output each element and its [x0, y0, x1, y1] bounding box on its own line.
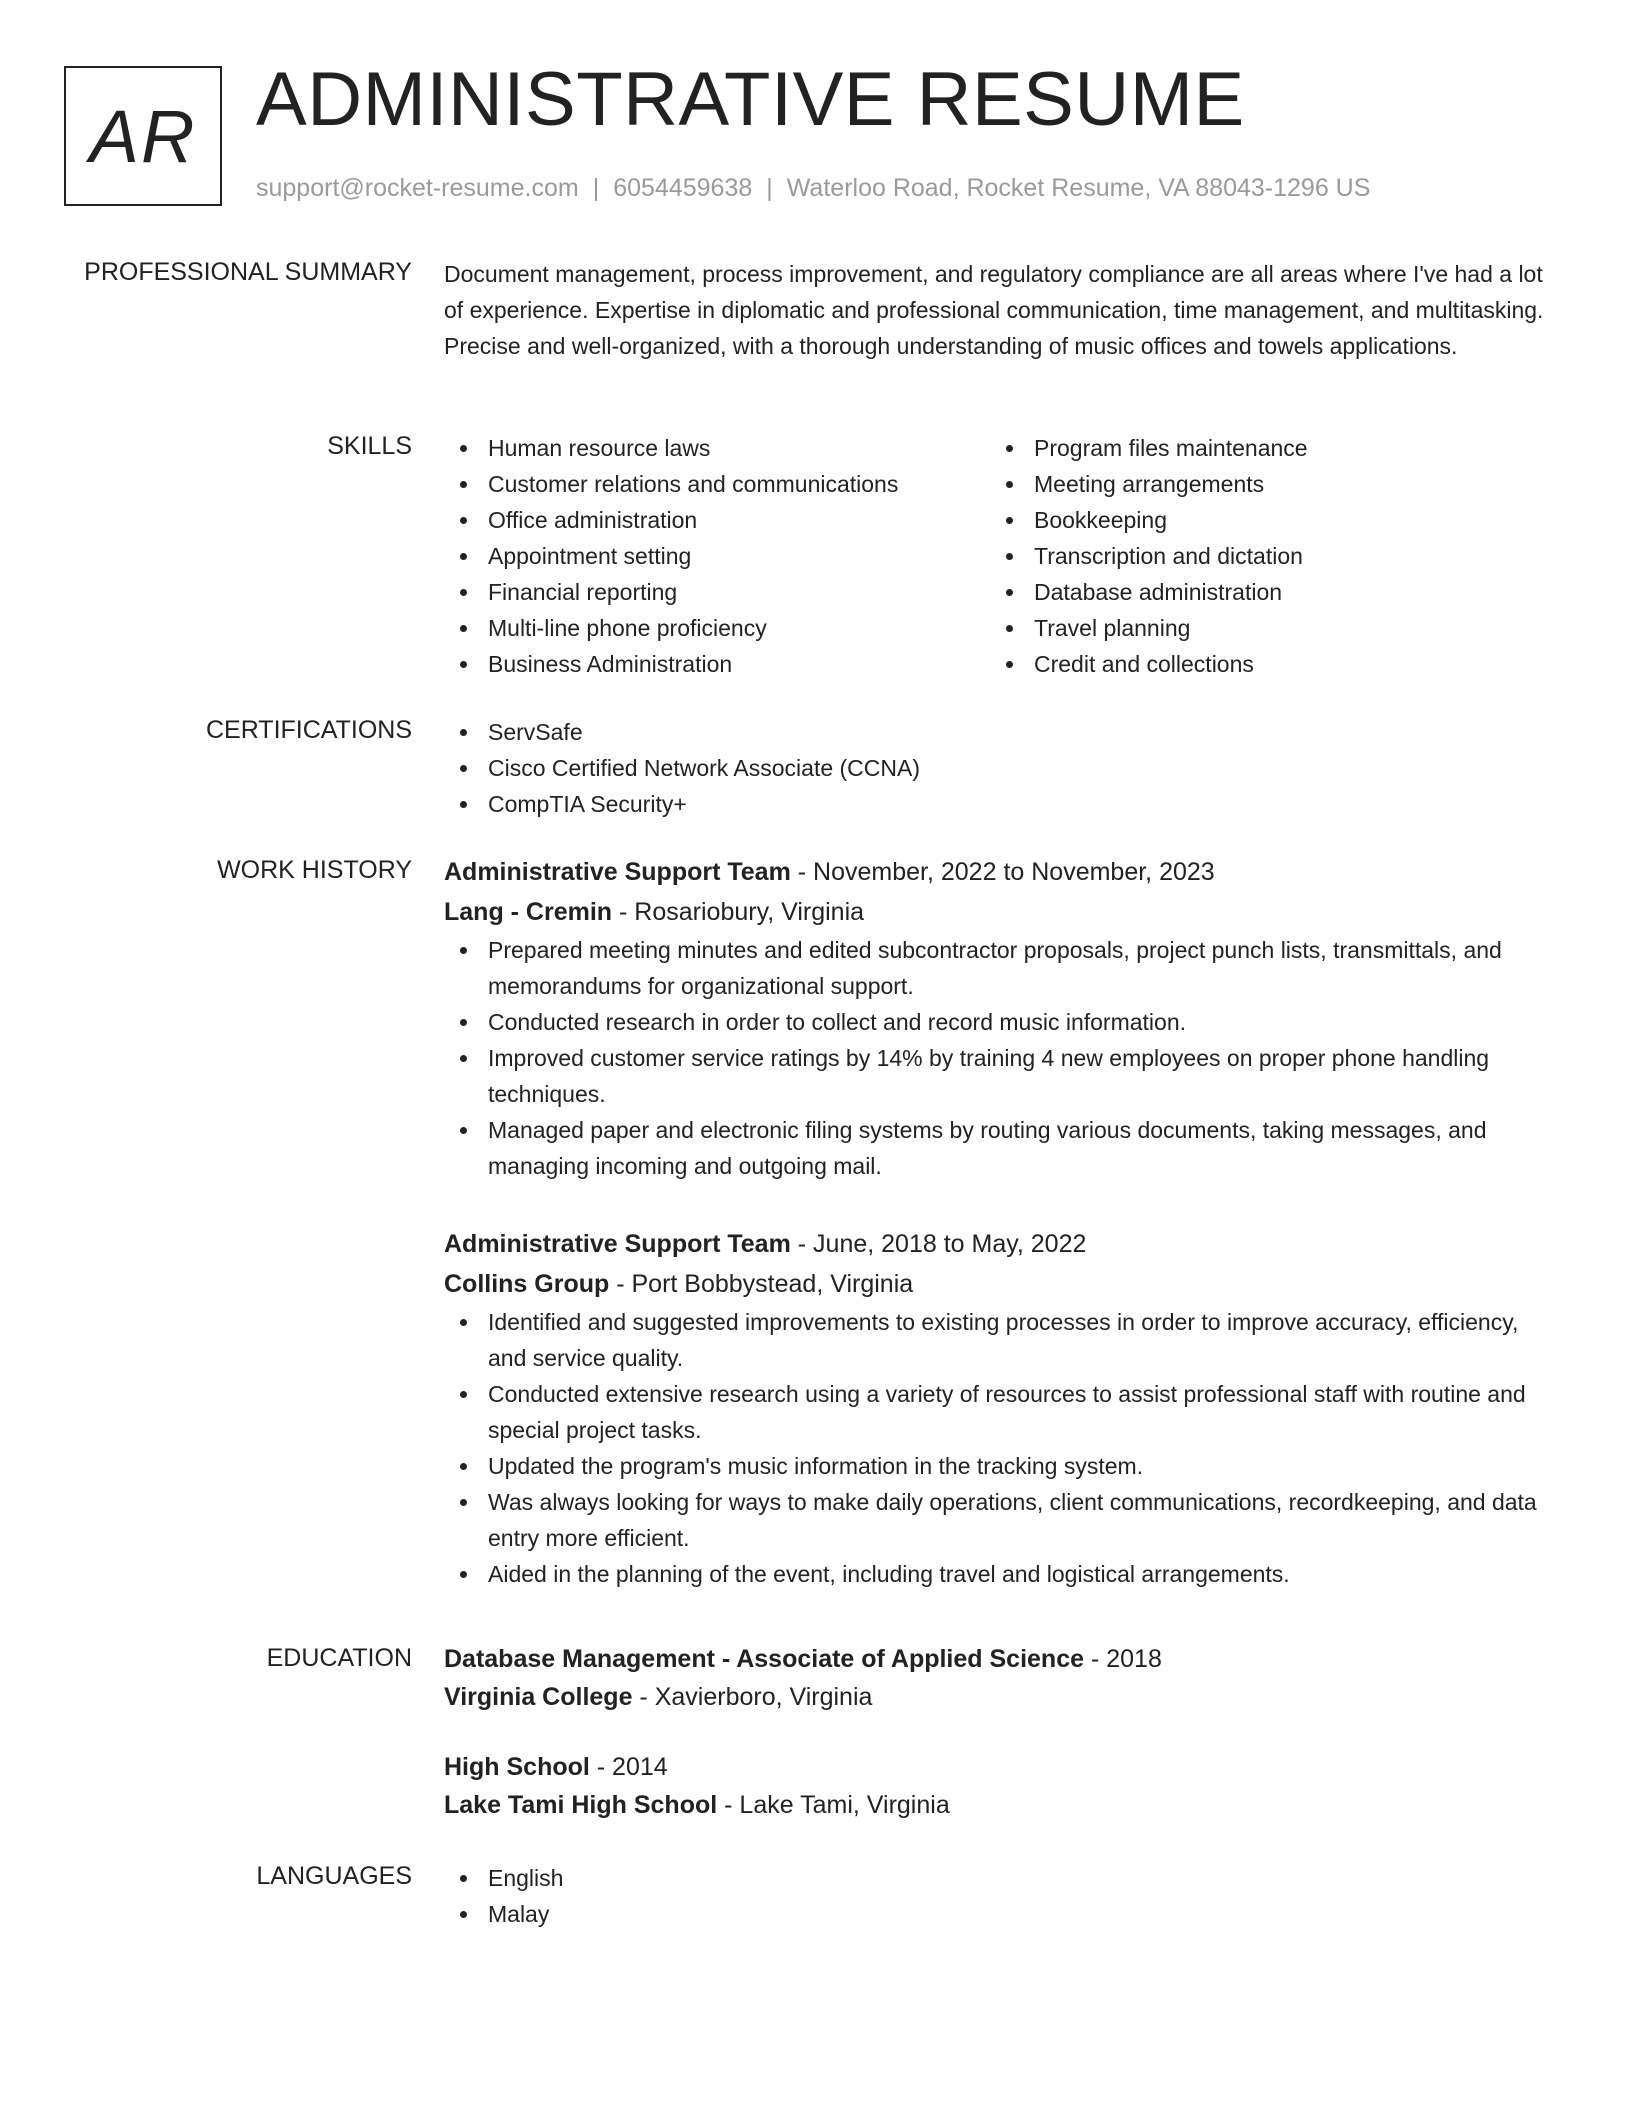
summary-heading: PROFESSIONAL SUMMARY [84, 258, 412, 286]
summary-section [444, 256, 1556, 364]
job-company-line [444, 892, 1556, 932]
job-dates: - June, 2018 to May, 2022 [790, 1230, 1087, 1258]
education-location: - Xavierboro, Virginia [632, 1683, 873, 1711]
skills-list-left [444, 430, 990, 682]
education-school: Virginia College [444, 1683, 633, 1711]
education-location: - Lake Tami, Virginia [717, 1791, 950, 1819]
certification-item: Cisco Certified Network Associate (CCNA) [444, 750, 1556, 786]
skill-item: Office administration [444, 502, 990, 538]
languages-section [444, 1860, 1556, 1932]
certifications-heading: CERTIFICATIONS [205, 716, 412, 744]
skills-list-right [990, 430, 1536, 682]
education-school-line [444, 1786, 1556, 1824]
job-duty: Prepared meeting minutes and edited subcontractor proposals, project punch lists, transmittals, and memorandums for organizational support. [444, 932, 1556, 1004]
job-company-line [444, 1264, 1556, 1304]
contact-phone: 6054459638 [613, 174, 753, 202]
job-location: - Port Bobbystead, Virginia [609, 1270, 914, 1298]
education-year: - 2014 [589, 1753, 668, 1781]
job-duty: Conducted extensive research using a variety of resources to assist professional staff with routine and special project tasks. [444, 1376, 1556, 1448]
job-title: Administrative Support Team [444, 858, 791, 886]
contact-line [256, 174, 1370, 203]
skill-item: Credit and collections [990, 646, 1536, 682]
job-duty: Was always looking for ways to make daily operations, client communications, recordkeeping, and data entry more efficient. [444, 1484, 1556, 1556]
languages-heading: LANGUAGES [256, 1862, 412, 1890]
education-degree-line [444, 1748, 1556, 1786]
skill-item: Business Administration [444, 646, 990, 682]
education-heading: EDUCATION [266, 1644, 412, 1672]
monogram-box [64, 66, 222, 206]
job-duties-list [444, 932, 1556, 1184]
skill-item: Appointment setting [444, 538, 990, 574]
education-degree: High School [444, 1753, 590, 1781]
education-school: Lake Tami High School [444, 1791, 718, 1819]
resume-title: ADMINISTRATIVE RESUME [256, 57, 1245, 142]
skill-item: Bookkeeping [990, 502, 1536, 538]
skill-item: Financial reporting [444, 574, 990, 610]
job-location: - Rosariobury, Virginia [612, 898, 865, 926]
job-company: Lang - Cremin [444, 898, 613, 926]
job-duty: Updated the program's music information in the tracking system. [444, 1448, 1556, 1484]
certification-item: ServSafe [444, 714, 1556, 750]
certifications-list [444, 714, 1556, 822]
language-item: Malay [444, 1896, 1556, 1932]
job-title-line [444, 852, 1556, 892]
job-title-line [444, 1224, 1556, 1264]
job-company: Collins Group [444, 1270, 610, 1298]
job-duty: Aided in the planning of the event, including travel and logistical arrangements. [444, 1556, 1556, 1592]
education-entry [444, 1748, 1556, 1824]
job-title: Administrative Support Team [444, 1230, 791, 1258]
certifications-section [444, 714, 1556, 822]
job-duty: Improved customer service ratings by 14% by training 4 new employees on proper phone handling techniques. [444, 1040, 1556, 1112]
education-degree-line [444, 1640, 1556, 1678]
contact-separator: | [766, 174, 773, 202]
skill-item: Transcription and dictation [990, 538, 1536, 574]
education-school-line [444, 1678, 1556, 1716]
skill-item: Human resource laws [444, 430, 990, 466]
work-history-section [444, 852, 1556, 1592]
skills-section [444, 430, 1556, 682]
certification-item: CompTIA Security+ [444, 786, 1556, 822]
skill-item: Database administration [990, 574, 1536, 610]
skill-item: Travel planning [990, 610, 1536, 646]
contact-separator: | [592, 174, 600, 202]
skill-item: Program files maintenance [990, 430, 1536, 466]
education-degree: Database Management - Associate of Applied Science [444, 1645, 1085, 1673]
job-duty: Identified and suggested improvements to existing processes in order to improve accuracy, efficiency, and service quality. [444, 1304, 1556, 1376]
skills-heading: SKILLS [327, 432, 412, 460]
contact-address: Waterloo Road, Rocket Resume, VA 88043-1296 US [786, 174, 1371, 202]
job-duty: Managed paper and electronic filing systems by routing various documents, taking messages, and managing incoming and outgoing mail. [444, 1112, 1556, 1184]
education-section [444, 1640, 1556, 1824]
skill-item: Meeting arrangements [990, 466, 1536, 502]
education-year: - 2018 [1084, 1645, 1162, 1673]
contact-email: support@rocket-resume.com [256, 174, 579, 202]
languages-list [444, 1860, 1556, 1932]
work-history-heading: WORK HISTORY [217, 856, 412, 884]
skill-item: Multi-line phone proficiency [444, 610, 990, 646]
job-duties-list [444, 1304, 1556, 1592]
job-dates: - November, 2022 to November, 2023 [790, 858, 1215, 886]
education-entry [444, 1640, 1556, 1716]
job-entry [444, 1224, 1556, 1592]
job-duty: Conducted research in order to collect and record music information. [444, 1004, 1556, 1040]
skill-item: Customer relations and communications [444, 466, 990, 502]
language-item: English [444, 1860, 1556, 1896]
job-entry [444, 852, 1556, 1184]
summary-text: Document management, process improvement, and regulatory compliance are all areas where I've had a lot of experience. Expertise in diplomatic and professional communication, time management, and multitasking. Precise and well-organized, with a thorough understanding of music offices and towels applications. [444, 261, 1544, 359]
monogram-initials: AR [89, 94, 197, 178]
